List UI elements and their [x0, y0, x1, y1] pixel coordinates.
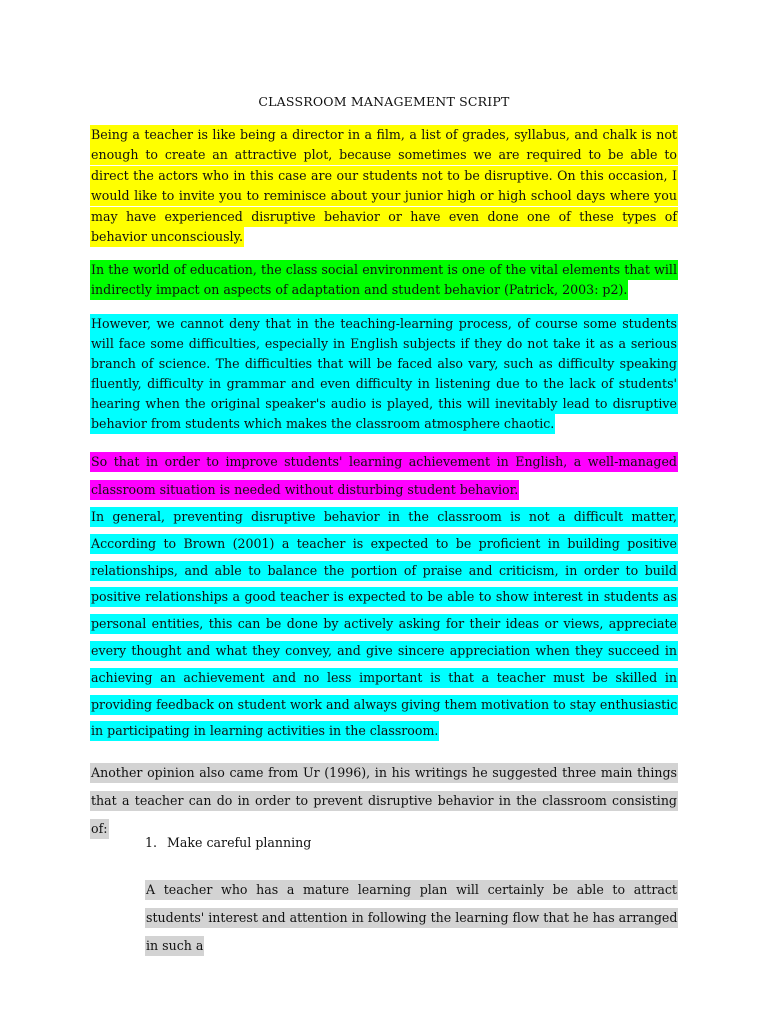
- list-item-number: 1.: [145, 835, 158, 850]
- paragraph-difficulties: [90, 314, 678, 434]
- paragraph-intro-text: Being a teacher is like being a director in a film, a list of grades, syllabus, and chalk is not enough to create an attractive plot, because sometimes we are required to be able to direct the actors who in this case are our students not to be disruptive. On this occasion, I would like to invite you to reminisce about your junior high or high school days where you may have experienced disruptive behavior or have even done one of these types of behavior unconsciously.: [90, 125, 678, 247]
- paragraph-brown-relationships-text: In general, preventing disruptive behavior in the classroom is not a difficult matter, According to Brown (2001) a teacher is expected to be proficient in building positive relationships, and able to balance the portion of praise and criticism, in order to build positive relationships a good teacher is expected to be able to show interest in students as personal entities, this can be done by actively asking for their ideas or views, appreciate every thought and what they convey, and give sincere appreciation when they succeed in achieving an achievement and no less important is that a teacher must be skilled in providing feedback on student work and always giving them motivation to stay enthusiastic in participating in learning activities in the classroom.: [90, 507, 678, 741]
- paragraph-ur-opinion-text: Another opinion also came from Ur (1996), in his writings he suggested three main things that a teacher can do in order to prevent disruptive behavior in the classroom consisting of:: [90, 763, 678, 839]
- paragraph-ur-opinion: [90, 759, 678, 843]
- list-item-text: Make careful planning: [167, 835, 312, 850]
- document-title: CLASSROOM MANAGEMENT SCRIPT: [258, 94, 510, 109]
- paragraph-learning-achievement: [90, 448, 678, 504]
- paragraph-brown-relationships: [90, 504, 678, 745]
- paragraph-learning-plan: [145, 876, 678, 960]
- list-item-careful-planning: [145, 832, 311, 854]
- paragraph-difficulties-text: However, we cannot deny that in the teaching-learning process, of course some students will face some difficulties, especially in English subjects if they do not take it as a serious branch of science. The difficulties that will be faced also vary, such as difficulty speaking fluently, difficulty in grammar and even difficulty in listening due to the lack of students' hearing when the original speaker's audio is played, this will inevitably lead to disruptive behavior from students which makes the classroom atmosphere chaotic.: [90, 314, 678, 434]
- paragraph-intro: [90, 125, 678, 247]
- paragraph-learning-achievement-text: So that in order to improve students' learning achievement in English, a well-managed classroom situation is needed without disturbing student behavior.: [90, 452, 678, 500]
- paragraph-education-environment: [90, 260, 678, 301]
- paragraph-education-environment-text: In the world of education, the class social environment is one of the vital elements that will indirectly impact on aspects of adaptation and student behavior (Patrick, 2003: p2).: [90, 260, 678, 300]
- paragraph-learning-plan-text: A teacher who has a mature learning plan will certainly be able to attract students' interest and attention in following the learning flow that he has arranged in such a: [145, 880, 678, 956]
